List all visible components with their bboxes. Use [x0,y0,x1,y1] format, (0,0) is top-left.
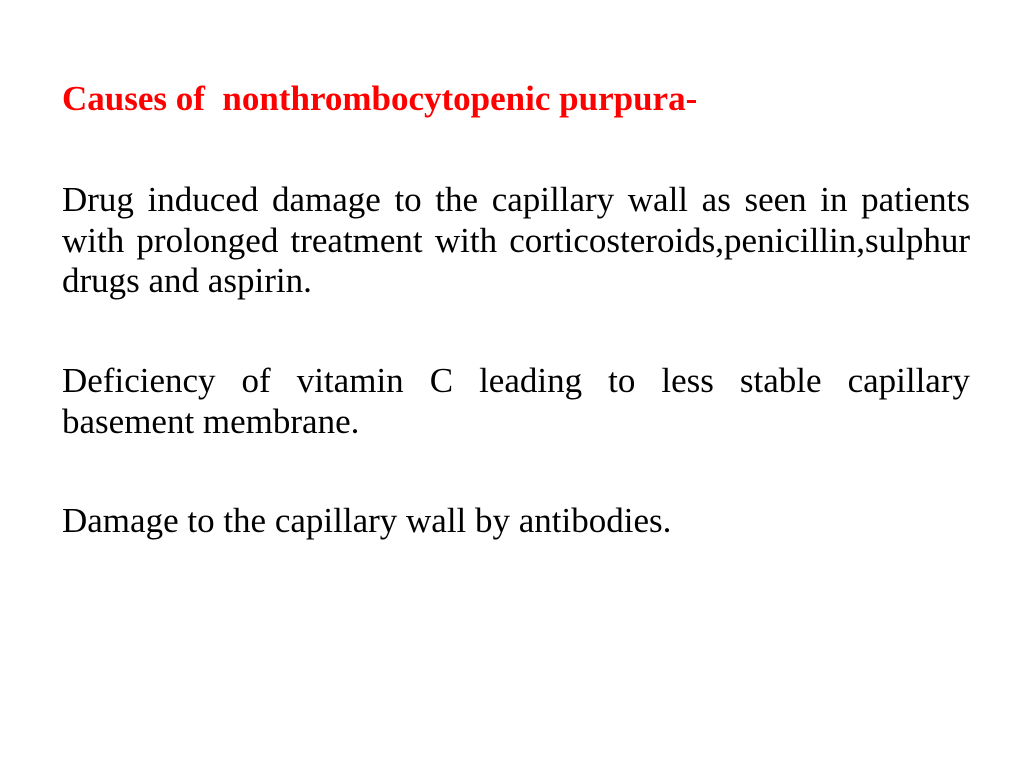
paragraph-antibody-damage: Damage to the capillary wall by antibodies. [62,501,672,540]
paragraph-vitamin-c-deficiency: Deficiency of vitamin C leading to less stable capillary basement membrane. [62,361,970,441]
paragraph-drug-induced-damage: Drug induced damage to the capillary wall as seen in patients with prolonged treatment with corticosteroids,penicillin,sulphur drugs and aspirin. [62,180,970,300]
slide-title: Causes of nonthrombocytopenic purpura- [62,79,698,118]
